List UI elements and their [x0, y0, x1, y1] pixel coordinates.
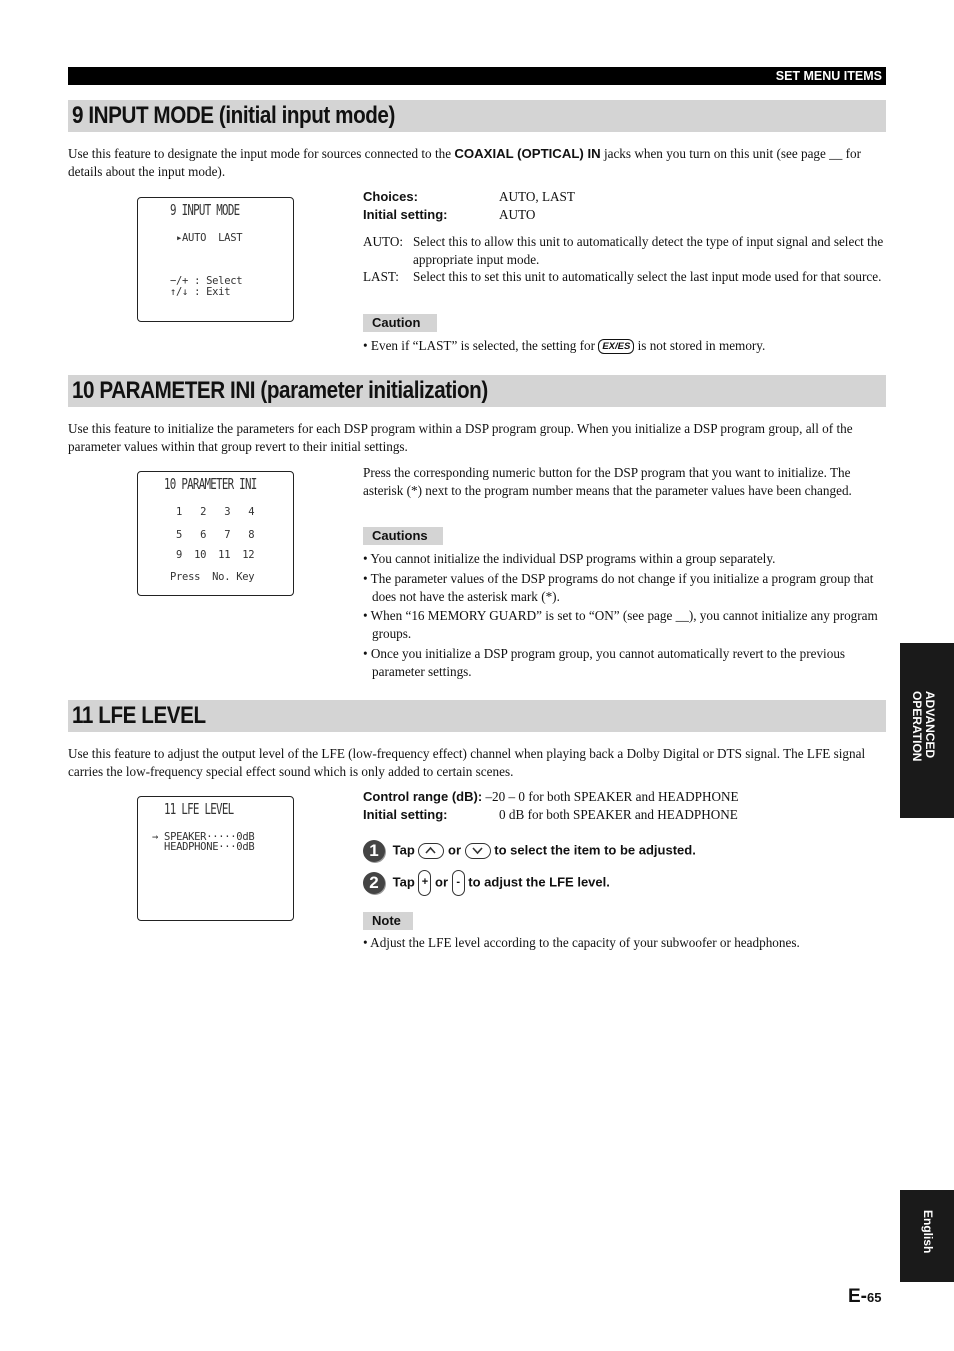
- lcd-line: 5 6 7 8: [170, 529, 255, 541]
- cautions-badge: Cautions: [363, 527, 443, 545]
- choices-row: [363, 188, 418, 206]
- list-item: • The parameter values of the DSP programs do not change if you initialize a program group that does not have the asterisk mark (*).: [363, 571, 874, 604]
- section-heading-input-mode: [68, 100, 886, 132]
- step-text: or: [448, 842, 462, 858]
- section-heading-parameter-ini: [68, 375, 886, 407]
- lcd-line: 9 10 11 12: [170, 549, 255, 561]
- lcd-line: −/+ : Select: [170, 275, 243, 287]
- section-header-bar: [68, 67, 886, 85]
- initial-setting-value: AUTO: [499, 207, 536, 222]
- page-number-value: 65: [867, 1290, 882, 1305]
- lfe-level-display: [137, 796, 294, 921]
- side-tab-label: English: [921, 1210, 935, 1254]
- caution-badge: Caution: [363, 314, 437, 332]
- step-text: or: [435, 874, 449, 890]
- step-2: [363, 870, 610, 896]
- lcd-line: ↑/↓ : Exit: [170, 286, 231, 298]
- choices-label: Choices:: [363, 189, 418, 204]
- step-text: to adjust the LFE level.: [468, 874, 610, 890]
- minus-button-icon: -: [452, 870, 465, 896]
- initial-setting-label: Initial setting:: [363, 207, 448, 222]
- option-desc: Select this to allow this unit to automatically detect the type of input signal and select the appropriate input mode.: [413, 234, 884, 267]
- page-number-prefix: E-: [848, 1286, 867, 1307]
- step-text: Tap: [392, 874, 415, 890]
- lcd-line: 1 2 3 4: [170, 506, 255, 518]
- parameter-ini-intro: Use this feature to initialize the parameters for each DSP program within a DSP program group. When you initialize a DSP program group, all of the parameter values within that group revert to their initial settings.: [68, 421, 853, 454]
- intro-text: Use this feature to designate the input mode for sources connected to the: [68, 146, 452, 161]
- side-tab-advanced-operation: [900, 643, 954, 818]
- parameter-ini-display: [137, 471, 294, 596]
- intro-text-after: jacks when you turn on this unit (see page __ for details about the input mode).: [68, 146, 862, 179]
- parameter-ini-description: Press the corresponding numeric button for the DSP program that you want to initialize. The asterisk (*) next to the program number means that the parameter values have been changed.: [363, 465, 852, 498]
- caution-text-before: • Even if “LAST” is selected, the setting for: [363, 338, 596, 353]
- caution-text: [363, 337, 886, 355]
- note-text: • Adjust the LFE level according to the capacity of your subwoofer or headphones.: [363, 935, 800, 950]
- option-key: AUTO:: [363, 234, 404, 249]
- section-title: 9 INPUT MODE (initial input mode): [72, 102, 395, 129]
- step-1: [363, 840, 696, 862]
- note-badge: Note: [363, 912, 413, 930]
- control-range-value: –20 – 0 for both SPEAKER and HEADPHONE: [485, 789, 739, 804]
- list-item: • When “16 MEMORY GUARD” is set to “ON” (see page __), you cannot initialize any program groups.: [363, 608, 878, 641]
- initial-setting-value: 0 dB for both SPEAKER and HEADPHONE: [499, 807, 738, 822]
- initial-setting-label: Initial setting:: [363, 807, 448, 822]
- option-desc: Select this to set this unit to automatically select the last input mode used for that source.: [413, 269, 882, 284]
- lfe-initial-row: [363, 806, 448, 824]
- lcd-title: 11 LFE LEVEL: [164, 800, 234, 818]
- list-item: • You cannot initialize the individual DSP programs within a group separately.: [363, 551, 776, 566]
- control-range-label: Control range (dB):: [363, 789, 483, 804]
- lcd-line: ▸AUTO LAST: [176, 232, 243, 244]
- side-tab-label: ADVANCED OPERATION: [910, 691, 937, 762]
- step-number: 1: [363, 840, 385, 862]
- step-number: 2: [363, 872, 385, 894]
- plus-button-icon: +: [418, 870, 431, 896]
- list-item: • Once you initialize a DSP program group, you cannot automatically revert to the previous parameter settings.: [363, 646, 846, 679]
- intro-bold-term: COAXIAL (OPTICAL) IN: [454, 146, 601, 161]
- input-mode-display: [137, 197, 294, 322]
- step-text: Tap: [392, 842, 415, 858]
- lcd-line: HEADPHONE···0dB: [152, 841, 255, 853]
- section-heading-lfe-level: [68, 700, 886, 732]
- lcd-line: Press No. Key: [170, 571, 255, 583]
- section-title: 11 LFE LEVEL: [72, 702, 206, 729]
- up-button-icon: [418, 843, 444, 859]
- step-text: to select the item to be adjusted.: [494, 842, 696, 858]
- control-range-row: [363, 788, 739, 806]
- lcd-title: 10 PARAMETER INI: [164, 475, 257, 493]
- initial-setting-row: [363, 206, 448, 224]
- choices-value: AUTO, LAST: [499, 189, 575, 204]
- section-label: SET MENU ITEMS: [775, 69, 882, 83]
- caution-text-after: is not stored in memory.: [637, 338, 766, 353]
- lfe-level-intro: Use this feature to adjust the output level of the LFE (low-frequency effect) channel when playing back a Dolby Digital or DTS signal. The LFE signal carries the low-frequency special effect sound which is only added to certain scenes.: [68, 746, 866, 779]
- section-title: 10 PARAMETER INI (parameter initialization): [72, 377, 488, 404]
- side-tab-language: [900, 1190, 954, 1282]
- input-mode-intro: [68, 145, 886, 180]
- option-key: LAST:: [363, 269, 399, 284]
- page-number: [848, 1288, 881, 1307]
- down-button-icon: [465, 843, 491, 859]
- lcd-title: 9 INPUT MODE: [170, 201, 240, 219]
- ex-es-button-icon: EX/ES: [598, 339, 634, 354]
- lcd-line: → SPEAKER·····0dB: [152, 831, 255, 843]
